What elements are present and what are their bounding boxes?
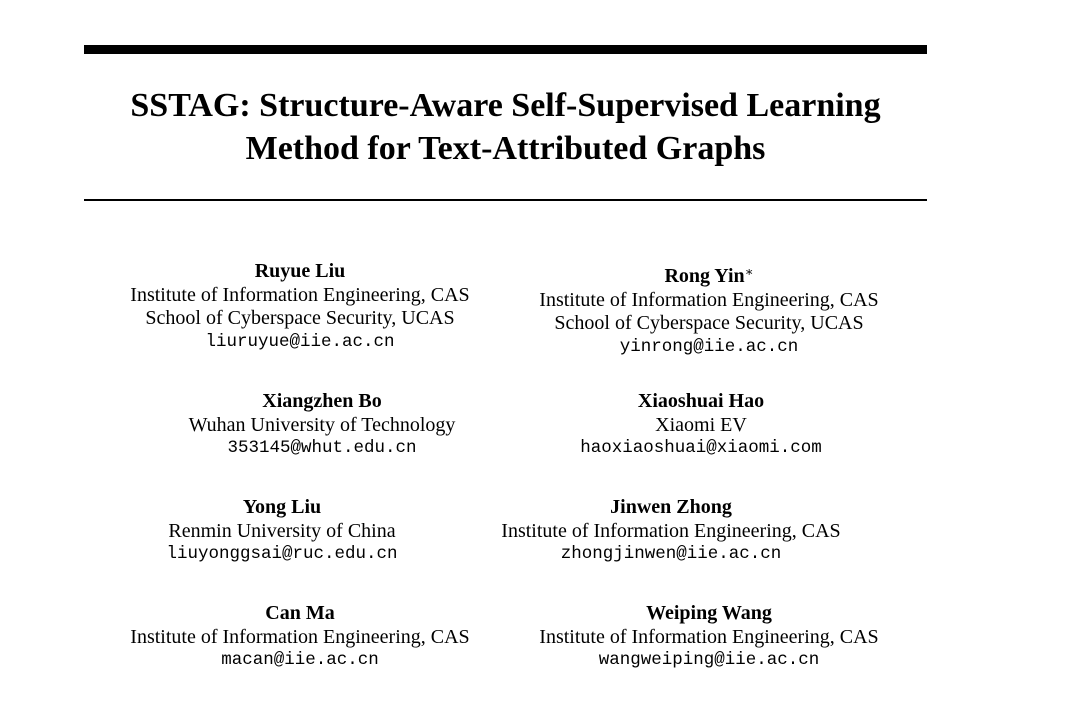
author-email[interactable]: haoxiaoshuai@xiaomi.com: [580, 438, 822, 458]
author-affiliation: School of Cyberspace Security, UCAS: [554, 312, 864, 334]
author-affiliation: Institute of Information Engineering, CAS: [539, 625, 879, 648]
author-affiliation: Institute of Information Engineering, CAS: [130, 283, 470, 306]
paper-title-line-1: SSTAG: Structure-Aware Self-Supervised Learning: [130, 87, 881, 124]
author-name: Can Ma: [265, 602, 335, 624]
author-name: Ruyue Liu: [254, 260, 346, 282]
author-affiliation: Institute of Information Engineering, CAS: [130, 625, 470, 648]
paper-title: [84, 84, 927, 170]
author-email[interactable]: liuruyue@iie.ac.cn: [205, 331, 395, 352]
author-block-rong-yin: [499, 260, 919, 359]
author-name: Xiaoshuai Hao: [637, 390, 765, 412]
author-name-line: [499, 260, 919, 289]
title-bottom-rule: [84, 199, 927, 201]
author-name: Xiangzhen Bo: [262, 390, 382, 412]
paper-title-line-2: Method for Text-Attributed Graphs: [245, 130, 766, 167]
author-email[interactable]: 353145@whut.edu.cn: [227, 438, 417, 458]
author-block-yong-liu: [72, 496, 492, 567]
author-block-xiaoshuai-hao: [491, 390, 911, 461]
author-affiliation: Institute of Information Engineering, CAS: [539, 288, 879, 311]
author-affiliation: Institute of Information Engineering, CAS: [501, 519, 841, 542]
author-name: Weiping Wang: [646, 602, 772, 624]
author-email[interactable]: yinrong@iie.ac.cn: [619, 336, 799, 357]
author-email[interactable]: zhongjinwen@iie.ac.cn: [560, 544, 782, 564]
author-name: Yong Liu: [242, 496, 322, 518]
author-affiliation: Xiaomi EV: [655, 413, 747, 436]
author-name: Rong Yin: [664, 265, 745, 287]
author-name: Jinwen Zhong: [610, 496, 732, 518]
author-affiliation: School of Cyberspace Security, UCAS: [145, 307, 455, 329]
author-affiliation: Wuhan University of Technology: [188, 413, 456, 436]
author-affiliation: Renmin University of China: [168, 519, 396, 542]
author-block-ruyue-liu: [90, 260, 510, 354]
corresponding-author-mark: ∗: [744, 264, 754, 279]
author-email[interactable]: macan@iie.ac.cn: [221, 650, 379, 670]
author-email[interactable]: liuyonggsai@ruc.edu.cn: [166, 544, 398, 564]
title-top-rule: [84, 45, 927, 54]
author-block-weiping-wang: [499, 602, 919, 673]
author-block-xiangzhen-bo: [112, 390, 532, 461]
author-block-jinwen-zhong: [461, 496, 881, 567]
author-email[interactable]: wangweiping@iie.ac.cn: [598, 650, 820, 670]
author-block-can-ma: [90, 602, 510, 673]
